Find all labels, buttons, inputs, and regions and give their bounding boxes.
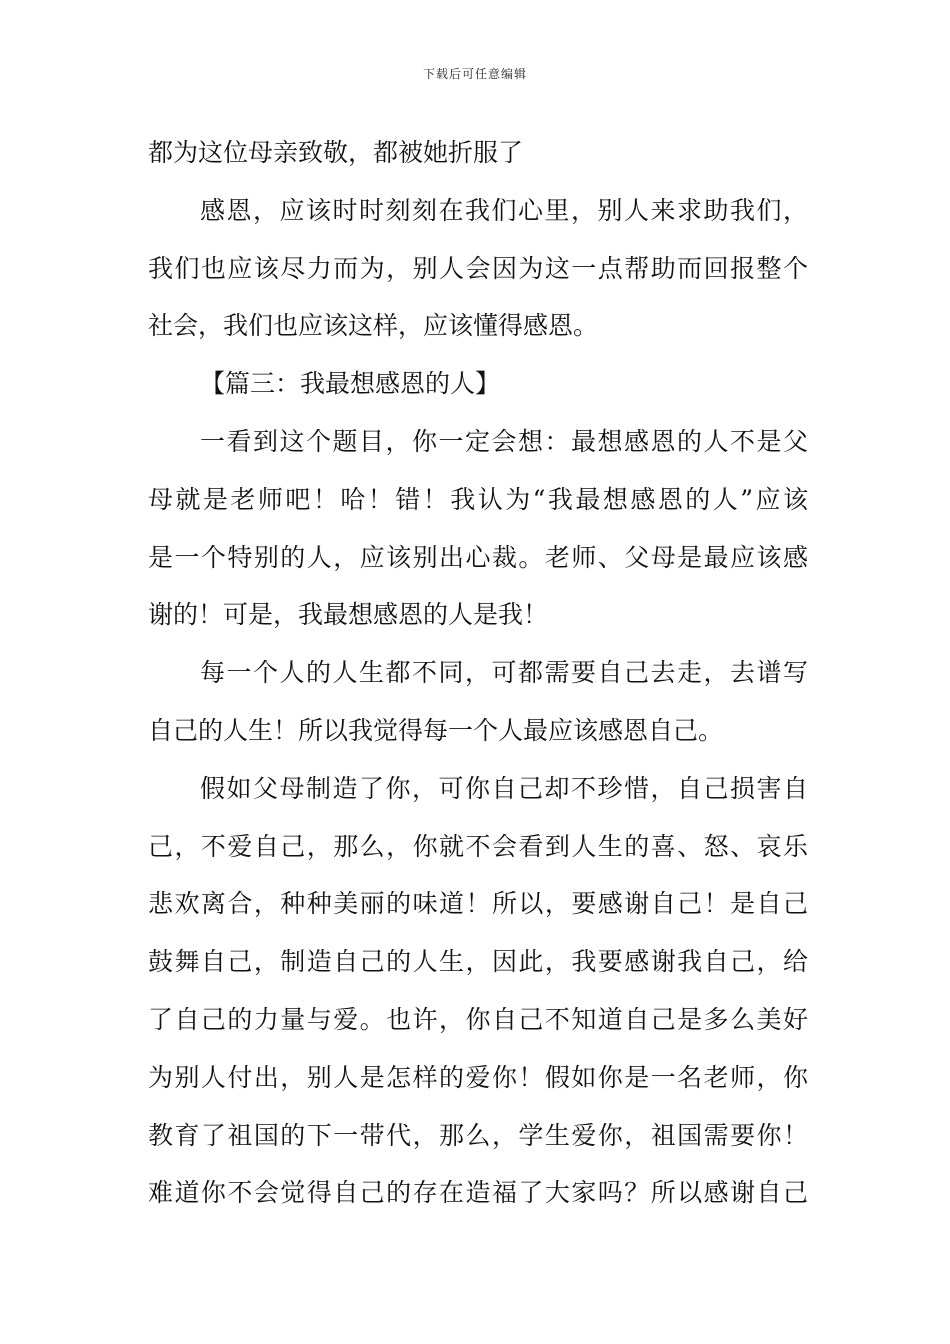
section-heading: 【篇三：我最想感恩的人】	[200, 369, 501, 399]
text-line: 社会，我们也应该这样，应该懂得感恩。	[148, 311, 599, 341]
text-line: 教育了祖国的下一带代，那么，学生爱你，祖国需要你！	[148, 1120, 808, 1150]
text-line: 了自己的力量与爱。也许，你自己不知道自己是多么美好	[148, 1004, 808, 1034]
text-line: 感恩，应该时时刻刻在我们心里，别人来求助我们，	[200, 195, 808, 225]
text-line: 一看到这个题目，你一定会想：最想感恩的人不是父	[200, 426, 808, 456]
text-line: 自己的人生！所以我觉得每一个人最应该感恩自己。	[148, 715, 724, 745]
text-line: 假如父母制造了你，可你自己却不珍惜，自己损害自	[200, 773, 808, 803]
text-line: 己，不爱自己，那么，你就不会看到人生的喜、怒、哀乐	[148, 831, 808, 861]
text-line: 鼓舞自己，制造自己的人生，因此，我要感谢我自己，给	[148, 947, 808, 977]
text-line: 都为这位母亲致敬，都被她折服了	[148, 138, 524, 167]
text-line: 难道你不会觉得自己的存在造福了大家吗？所以感谢自己	[148, 1178, 808, 1208]
page-header: 下载后可任意编辑	[422, 67, 527, 81]
text-line: 每一个人的人生都不同，可都需要自己去走，去谱写	[200, 658, 808, 688]
text-line: 我们也应该尽力而为，别人会因为这一点帮助而回报整个	[148, 253, 808, 283]
text-line: 谢的！可是，我最想感恩的人是我！	[148, 600, 549, 630]
document-body	[148, 124, 808, 1222]
text-line: 为别人付出，别人是怎样的爱你！假如你是一名老师，你	[148, 1062, 808, 1092]
text-line: 母就是老师吧！哈！错！我认为“我最想感恩的人”应该	[148, 484, 808, 514]
text-line: 是一个特别的人，应该别出心裁。老师、父母是最应该感	[148, 542, 808, 572]
text-line: 悲欢离合，种种美丽的味道！所以，要感谢自己！是自己	[148, 889, 808, 919]
